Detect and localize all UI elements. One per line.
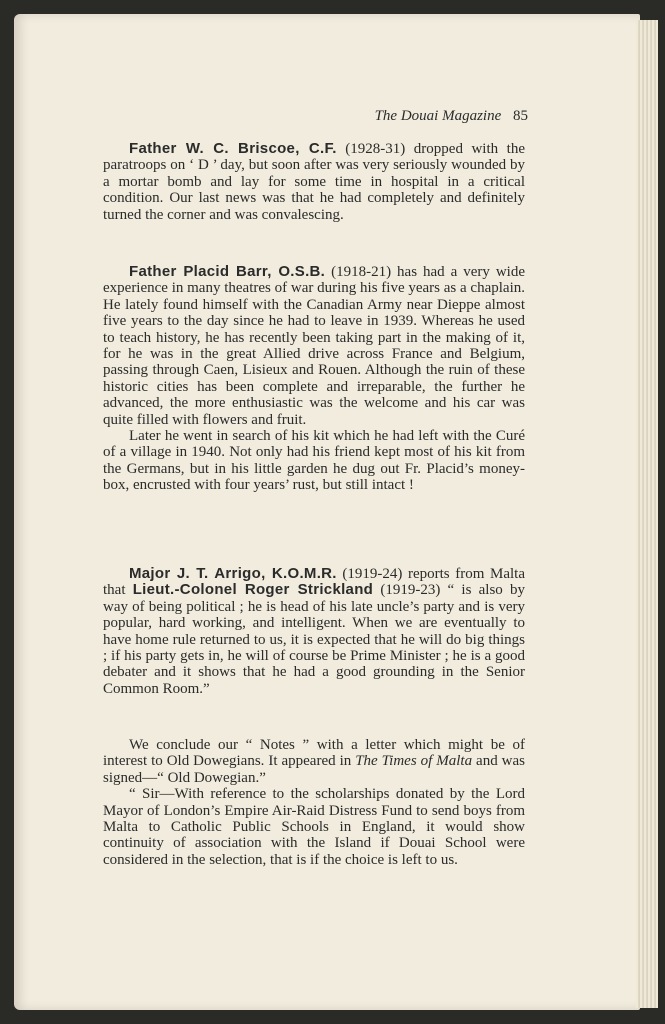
paragraph: “ Sir—With reference to the scholarships donated by the Lord Mayor of London’s Empire Air-Raid Distress Fund to send boys from Malta to Catholic Public Schools in England, it would show continuity of association with the Island if Douai School were considered in the selection, that is if the choice is left to us. [103, 786, 525, 868]
paragraph [103, 737, 525, 786]
person-name: Father Placid Barr, O.S.B. [129, 263, 326, 280]
page-edges [636, 20, 658, 1008]
paragraph [103, 566, 525, 697]
paragraph-text: (1928-31) dropped with the paratroops on ‘ D ’ day, but soon after was very seriously wounded by a mortar bomb and lay for some time in hospital in a critical condition. Our last news was that he had completely and definitely turned the corner and was convalescing. [103, 141, 525, 223]
person-name: Lieut.-Colonel Roger Strickland [132, 581, 374, 599]
person-name: Major J. T. Arrigo, K.O.M.R. [129, 565, 337, 582]
section-barr [103, 264, 525, 494]
paragraph-text: (1919-23) “ is also by way of being political ; he is head of his late uncle’s party and is very popular, hard working, and intelligent. When we are eventually to have home rule returned to us, it is expected that he will do big things ; if his party gets in, he will of course be Prime Minister ; he is a good debater and it shows that he had a good grounding in the Senior Common Room.” [103, 582, 526, 697]
running-header [375, 108, 528, 125]
paragraph [103, 264, 525, 428]
person-name: Father W. C. Briscoe, C.F. [129, 140, 337, 157]
newspaper-title: The Times of Malta [355, 753, 473, 770]
magazine-title: The Douai Magazine [374, 108, 502, 124]
paragraph-text: (1918-21) has had a very wide experience in many theatres of war during his five years as a chaplain. He lately found himself with the Canadian Army near Dieppe almost five years to the day since he had to leave in 1939. Whereas he used to teach history, he has recently been taking part in the making of it, for he was in the great Allied drive across France and Belgium, passing through Caen, Lisieux and Rouen. Although the ruin of these historic cities has been complete and irreparable, the further he advanced, the more enthusiastic was the welcome and his car was quite filled with flowers and fruit. [103, 264, 526, 428]
paragraph-text: and was signed—“ Old Dowegian.” [103, 753, 525, 786]
section-arrigo [103, 566, 525, 697]
section-briscoe [103, 141, 525, 223]
page-number: 85 [513, 108, 528, 124]
paragraph [103, 141, 525, 223]
paragraph: Later he went in search of his kit which he had left with the Curé of a village in 1940. Not only had his friend kept most of his kit from the Germans, but in his little garden he dug out Fr. Placid’s money-box, encrusted with four years’ rust, but still intact ! [103, 428, 525, 494]
section-closing [103, 737, 525, 868]
paragraph-text: (1919-24) reports from Malta that [103, 566, 525, 599]
paragraph-text: We conclude our “ Notes ” with a letter which might be of interest to Old Dowegians. It appeared in [103, 737, 525, 770]
